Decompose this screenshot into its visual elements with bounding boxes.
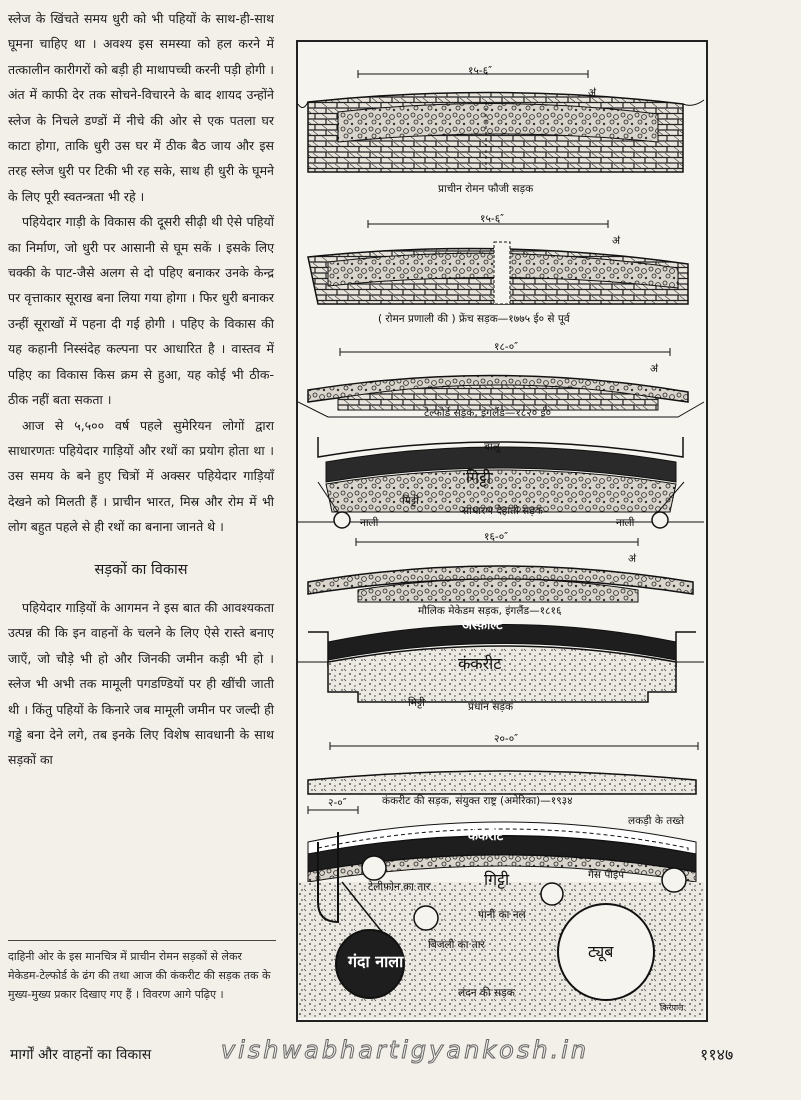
figure-caption: दाहिनी ओर के इस मानचित्र में प्राचीन रोमन सड़कों से लेकर मेकेडम-टेल्फोर्ड के ढंग की तथा आज की कंकरीट की सड़क तक के मुख्य-मुख्य प्रकार दिखाए गए हैं । विवरण आगे पढ़िए । bbox=[8, 940, 276, 1004]
asphalt-label: अस्फ़ाल्ट bbox=[462, 618, 503, 633]
side-mark: ॳ bbox=[628, 553, 637, 565]
ballast-label: गिट्टी bbox=[466, 468, 492, 487]
dimension-label: १५-६″ bbox=[480, 213, 505, 225]
side-dimension-label: २-०″ bbox=[328, 797, 347, 809]
dimension-label: १६-०″ bbox=[484, 531, 509, 543]
paragraph-1: स्लेज के खिंचते समय धुरी को भी पहियों के साथ-ही-साथ घूमना चाहिए था । अवश्य इस समस्या को हल करने में तत्कालीन कारीगरों को बड़ी ही माथापच्ची करनी पड़ी होगी । अंत में काफी देर तक सोचने-विचारने के बाद शायद उन्होंने स्लेज के निचले डण्डों में नीचे की ओर से एक पतला घर काटा होगा, ताकि धुरी उस घर में ठीक बैठ जाय और इस तरह स्लेज धुरी पर टिकी भी रह सके, साथ ही धुरी के घूमने के लिए पूरी स्वतन्त्रता भी रहे । bbox=[8, 11, 274, 204]
french-road-section bbox=[308, 220, 688, 304]
water-pipe-label: पानी का नल bbox=[478, 909, 526, 921]
dimension-label: १५-६″ bbox=[468, 65, 493, 77]
section-paragraph: पहियेदार गाड़ियों के आगमन ने इस बात की आवश्यकता उत्पन्न की कि इन वाहनों के चलने के लिए ऐसे रास्ते बनाए जाएँ, जो चौड़े भी हो और जिनकी जमीन कड़ी भी हो । स्लेज भी अभी तक मामूली पगडण्डियों पर ही खींची जाती थी । किंतु पहियों के किनारे जब मामूली जमीन पर जल्दी ही गड्डे बना देने लगे, तब इनके लिए विशेष सावधानी के साथ सड़कों का bbox=[8, 599, 274, 768]
road-caption-country: साधारण देहाती सड़क bbox=[462, 505, 543, 517]
road-caption-roman: प्राचीन रोमन फौजी सड़क bbox=[438, 183, 534, 195]
road-caption-london: लंदन की सड़क bbox=[458, 987, 515, 999]
soil-label: मिट्टी bbox=[402, 495, 419, 507]
road-caption-macadam: मौलिक मेकेडम सड़क, इंगलैंड—१८१६ bbox=[418, 605, 562, 617]
road-caption-highway: प्रधान सड़क bbox=[468, 701, 514, 713]
road-cross-sections-figure bbox=[296, 40, 708, 1022]
footer-title: मार्गों और वाहनों का विकास bbox=[10, 1047, 152, 1063]
side-mark: ॳ bbox=[588, 87, 597, 99]
concrete-label: कंकरीट bbox=[468, 829, 504, 844]
sewer-label: गंदा नाला bbox=[348, 952, 404, 971]
watermark-site: vishwabhartigyankosh.in bbox=[220, 1036, 590, 1064]
road-caption-telford: टेल्फोर्ड सड़क, इंगलैंड—१८२० ई० bbox=[424, 407, 552, 419]
side-mark: ॳ bbox=[650, 363, 659, 375]
drain-right-label: नाली bbox=[616, 517, 635, 529]
concrete-label: कंकरीट bbox=[458, 654, 502, 673]
tube-label: ट्यूब bbox=[588, 942, 614, 961]
paragraph-3: आज से ५,५०० वर्ष पहले सुमेरियन लोगों द्वारा साधारणतः पहियेदार गाड़ियों और रथों का प्रयोग होता था । उस समय के बने हुए चित्रों में अक्सर पहियेदार गाड़ियाँ देखने को मिलती हैं । प्राचीन भारत, मिस्र और रोम में भी लोग बहुत पहले से ही रथों का बनाना जानते थे । bbox=[8, 417, 274, 535]
road-caption-us-concrete: कंकरीट की सड़क, संयुक्त राष्ट्र (अमेरिका)—१९३४ bbox=[382, 795, 573, 807]
page-number: ११४७ bbox=[700, 1045, 734, 1064]
drain-left-label: नाली bbox=[360, 517, 379, 529]
wooden-planks-label: लकड़ी के तख्ते bbox=[628, 815, 685, 827]
ballast-label: गिट्टी bbox=[484, 870, 510, 889]
roman-road-section bbox=[298, 70, 704, 172]
soil-label: मिट्टी bbox=[408, 697, 425, 709]
dimension-label: १८-०″ bbox=[494, 341, 519, 353]
dimension-label: २०-०″ bbox=[494, 733, 519, 745]
gas-pipe-label: गैस पाइप bbox=[588, 869, 625, 881]
section-heading: सड़कों का विकास bbox=[94, 561, 188, 578]
left-text-column bbox=[8, 6, 274, 773]
electric-wire-label: बिजली का तार bbox=[428, 939, 485, 951]
side-mark: ॳ bbox=[612, 235, 621, 247]
telephone-wire-label: टेलीफोन का तार bbox=[368, 881, 431, 893]
macadam-road-section bbox=[308, 538, 693, 602]
artist-signature: किरपाल bbox=[660, 1003, 684, 1012]
sand-label: बालू bbox=[484, 441, 500, 453]
road-caption-french: ( रोमन प्रणाली की ) फ्रेंच सड़क—१७७५ ई० से पूर्व bbox=[378, 313, 570, 325]
paragraph-2: पहियेदार गाड़ी के विकास की दूसरी सीढ़ी थी ऐसे पहियों का निर्माण, जो धुरी पर आसानी से घूम सकें । इसके लिए चक्की के पाट-जैसे अलग से दो पहिए बनाकर उनके केन्द्र पर वृत्ताकार सूराख बना लिया गया होगा । फिर धुरी बनाकर उन्हीं सूराखों में पहना दी गई होगी । पहिए के विकास की यह कहानी निस्संदेह कल्पना पर आधारित है । वास्तव में पहिए का विकास किस क्रम से हुआ, यह कोई भी ठीक-ठीक नहीं बता सकता । bbox=[8, 214, 274, 408]
